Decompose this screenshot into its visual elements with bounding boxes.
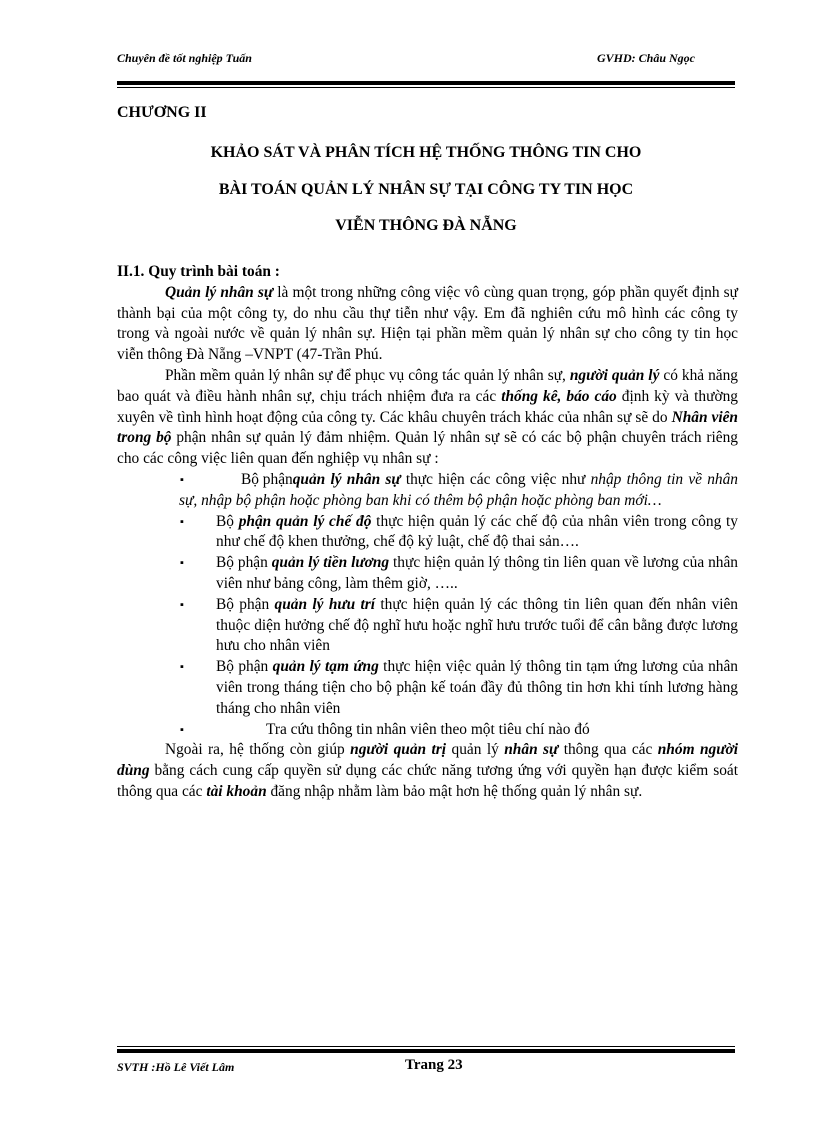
bullet-5-t2: thực hiện việc quản lý thông tin tạm ứng lương của nhân viên trong tháng tiện cho bộ phận kế toán đầy đủ thông tin hơn khi tính lương hàng tháng cho nhân viên <box>216 658 739 717</box>
title-line-2: BÀI TOÁN QUẢN LÝ NHÂN SỰ TẠI CÔNG TY TIN HỌC <box>218 181 634 198</box>
p3-b3: nhóm người dùng <box>117 741 738 780</box>
list-item <box>117 512 738 554</box>
p3-t1: Ngoài ra, hệ thống còn giúp <box>165 741 351 759</box>
bullet-3-t2: thực hiện quản lý thông tin liên quan về lương của nhân viên như bảng công, làm thêm giờ, ….. <box>216 554 738 592</box>
list-item <box>117 595 738 657</box>
bullet-icon: ▪ <box>180 557 184 570</box>
bullet-6-t1: Tra cứu thông tin nhân viên theo một tiêu chí nào đó <box>266 720 590 738</box>
bullet-3-b: quản lý tiền lương <box>271 554 390 572</box>
p3-t5: đăng nhập nhằm làm bảo mật hơn hệ thống quản lý nhân sự. <box>266 782 643 800</box>
bullet-2-t2: thực hiện quản lý các chế độ của nhân viên trong công ty như chế độ khen thưởng, chế độ kỷ luật, chế độ thai sản…. <box>216 512 738 551</box>
footer-rule-thin <box>117 1046 735 1047</box>
paragraph-2 <box>117 366 738 470</box>
bullet-icon: ▪ <box>180 515 184 528</box>
header-left: Chuyên đề tốt nghiệp Tuấn <box>117 51 252 65</box>
bullet-5-t1: Bộ phận <box>216 658 273 676</box>
bullet-icon: ▪ <box>180 661 184 674</box>
p2-t2: có khả năng bao quát và điều hành nhân sự, chịu trách nhiệm đưa ra các <box>117 366 738 405</box>
bullet-1-t2: thực hiện các công việc như <box>400 470 591 488</box>
section-heading: II.1. Quy trình bài toán : <box>117 263 280 280</box>
header-right: GVHD: Châu Ngọc <box>597 51 696 65</box>
bullet-4-b: quản lý hưu trí <box>274 595 376 613</box>
p2-t3: định kỳ và thường xuyên về tình hình hoạt động của công ty. Các khâu chuyên trách khác của nhân sự sẽ do <box>117 387 738 426</box>
bullet-4-t1: Bộ phận <box>216 595 275 613</box>
paragraph-3 <box>117 740 738 802</box>
bullet-5-b: quản lý tạm ứng <box>272 658 379 676</box>
paragraph-1 <box>117 283 738 366</box>
header-rule-thick <box>117 81 735 85</box>
list-item <box>117 553 738 595</box>
p1-bold: Quản lý nhân sự <box>165 283 274 301</box>
footer-rule-thick <box>117 1049 735 1053</box>
bullet-2-t1: Bộ <box>216 512 239 530</box>
p2-t1: Phần mềm quản lý nhân sự để phục vụ công tác quản lý nhân sự, <box>165 366 570 384</box>
bullet-1-b: quản lý nhân sự <box>292 470 401 488</box>
p3-b2: nhân sự <box>504 741 559 759</box>
list-item <box>117 720 738 741</box>
p3-b1: người quản trị <box>350 741 447 759</box>
p3-t4: bằng cách cung cấp quyền sử dụng các chức năng tương ứng với quyền hạn được kiểm soát thông qua các <box>117 762 738 800</box>
bullet-list <box>117 470 738 740</box>
p3-b4: tài khoản <box>206 782 267 800</box>
p2-t4: phận nhân sự quản lý đảm nhiệm. Quản lý nhân sự sẽ có các bộ phận chuyên trách riêng cho các công việc liên quan đến nghiệp vụ nhân sự : <box>117 429 738 468</box>
header-rule-thin <box>117 87 735 88</box>
p3-t2: quản lý <box>446 741 505 759</box>
bullet-4-t2: thực hiện quản lý các thông tin liên quan đến nhân viên thuộc diện hưởng chế độ nghĩ hưu hoặc nghĩ hưu trước tuổi để cân bằng được lương hưu cho nhân viên <box>216 595 738 655</box>
p2-b1: người quản lý <box>569 366 660 384</box>
p3-t3: thông qua các <box>558 741 658 759</box>
bullet-3-t1: Bộ phận <box>216 554 272 572</box>
body-text <box>117 262 738 803</box>
bullet-1-t1: Bộ phận <box>241 470 293 488</box>
bullet-icon: ▪ <box>180 598 184 611</box>
bullet-icon: ▪ <box>180 723 184 736</box>
p2-b2: thống kê, báo cáo <box>501 387 617 405</box>
footer-author: SVTH :Hồ Lê Viết Lâm <box>117 1060 235 1074</box>
list-item <box>117 470 738 512</box>
bullet-2-b: phận quản lý chế độ <box>238 512 372 530</box>
chapter-heading: CHƯƠNG II <box>117 104 207 121</box>
title-line-1: KHẢO SÁT VÀ PHÂN TÍCH HỆ THỐNG THÔNG TIN CHO <box>210 144 642 161</box>
p2-b3: Nhân viên trong bộ <box>117 408 738 447</box>
bullet-icon: ▪ <box>180 473 184 486</box>
bullet-1-i: nhập thông tin về nhân sự, nhập bộ phận hoặc phòng ban khi có thêm bộ phận hoặc phòng ban mới… <box>179 470 738 509</box>
page-number: Trang 23 <box>405 1057 463 1073</box>
title-line-3: VIỄN THÔNG ĐÀ NẴNG <box>335 217 517 234</box>
p1-text: là một trong những công việc vô cùng quan trọng, góp phần quyết định sự thành bại của một công ty, do nhu cầu thự tiễn như vậy. Em đã nghiên cứu mô hình các công ty trong và ngoài nước về quản lý nhân sự. Hiện tại phần mềm quản lý nhân sự cho công ty tin học viễn thông Đà Nẵng –VNPT (47-Trần Phú. <box>117 283 738 364</box>
list-item <box>117 657 738 719</box>
